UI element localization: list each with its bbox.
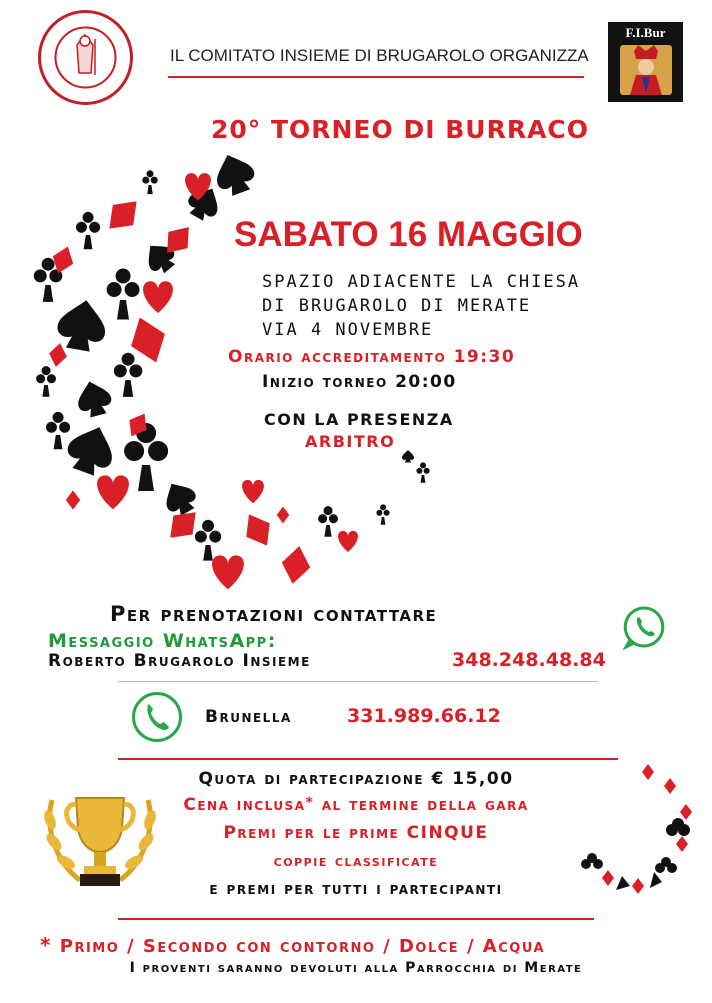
couples-ranked: coppie classificate [273, 851, 439, 870]
phone-handset-icon [135, 695, 179, 739]
event-date: SABATO 16 MAGGIO [234, 215, 583, 254]
parish-logo [38, 10, 133, 105]
divider [168, 76, 584, 78]
divider [118, 758, 618, 760]
card-suits-decoration [28, 145, 448, 590]
whatsapp-contact-name: Roberto Brugarolo Insieme [48, 651, 311, 671]
whatsapp-label: Messaggio WhatsApp: [48, 630, 277, 652]
divider [118, 918, 594, 920]
dinner-line [0, 795, 712, 815]
whatsapp-icon[interactable] [622, 604, 668, 650]
fibur-logo [608, 22, 683, 102]
accreditation-time: Orario accreditamento 19:30 [228, 347, 516, 367]
parish-seal-icon [41, 13, 130, 102]
proceeds-note: I proventi saranno devoluti alla Parrocchia di Merate [129, 960, 583, 976]
menu-line [40, 933, 545, 957]
asterisk: * [40, 933, 52, 957]
referee-text: ARBITRO [305, 432, 396, 451]
phone-icon[interactable] [132, 692, 182, 742]
whatsapp-phone[interactable]: 348.248.48.84 [452, 649, 606, 671]
card-king-icon [616, 41, 676, 97]
divider [118, 681, 598, 682]
dinner-included: Cena inclusa [183, 795, 306, 815]
fee-line [0, 769, 712, 789]
address-line-1: SPAZIO ADIACENTE LA CHIESA [262, 272, 581, 292]
presence-text: CON LA PRESENZA [264, 410, 454, 429]
phone-number[interactable]: 331.989.66.12 [347, 705, 501, 727]
start-time: Inizio torneo 20:00 [262, 372, 457, 392]
address-line-2: DI BRUGAROLO DI MERATE [262, 296, 532, 316]
asterisk: * [305, 795, 315, 811]
first-five-prizes: Premi per le prime CINQUE [223, 823, 489, 843]
fee-text: Quota di partecipazione € 15,00 [198, 769, 514, 789]
dinner-rest: al termine della gara [321, 795, 529, 815]
event-title: 20° TORNEO DI BURRACO [210, 115, 590, 144]
address-line-3: VIA 4 NOVEMBRE [262, 320, 434, 340]
fibur-label: F.I.Bur [625, 25, 666, 40]
booking-heading: Per prenotazioni contattare [110, 602, 438, 626]
organizer-text: IL COMITATO INSIEME DI BRUGAROLO ORGANIZZA [170, 46, 589, 65]
menu-text: Primo / Secondo con contorno / Dolce / Acqua [59, 936, 546, 957]
all-participants-prizes: e premi per tutti i partecipanti [209, 879, 503, 899]
phone-contact-name: Brunella [205, 707, 292, 727]
